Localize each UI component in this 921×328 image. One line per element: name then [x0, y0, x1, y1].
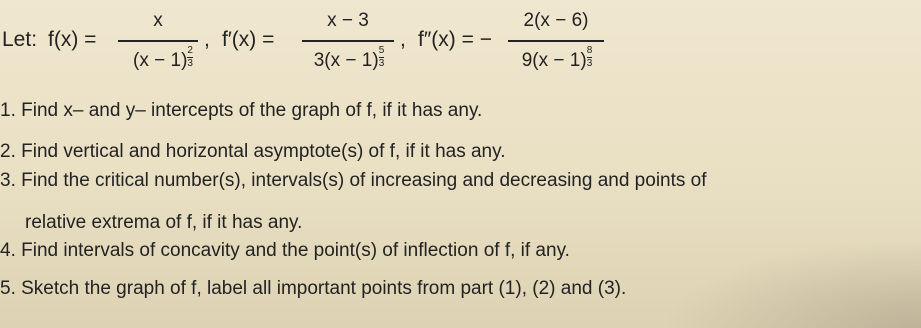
question-3-continued: relative extrema of f, if it has any. [25, 212, 303, 233]
fp-denominator-base: 3(x − 1) [313, 50, 379, 71]
question-2: 2. Find vertical and horizontal asymptote(s) of f, if it has any. [0, 141, 506, 162]
fp-exp-num: 5 [378, 45, 385, 56]
fpp-exp-num: 8 [586, 45, 593, 56]
f-exponent [187, 46, 193, 69]
f-denominator-base: (x − 1) [133, 50, 188, 71]
fpp-numerator: 2(x − 6) [523, 10, 589, 31]
f-exp-num: 2 [187, 45, 193, 56]
fp-numerator: x − 3 [327, 10, 369, 31]
fp-exponent [379, 46, 385, 69]
f-lhs: f(x) = [48, 28, 97, 51]
fpp-fraction-bar [508, 40, 604, 42]
fpp-exp-den: 3 [586, 58, 593, 69]
fpp-lhs: f″(x) = − [418, 28, 492, 51]
sep-2: , [400, 28, 406, 51]
function-definitions [0, 6, 921, 98]
f-denominator [118, 45, 208, 73]
fpp-exponent [587, 46, 593, 69]
fp-denominator [298, 45, 400, 73]
f-fraction-bar [118, 40, 198, 42]
question-4: 4. Find intervals of concavity and the point(s) of inflection of f, if any. [0, 240, 570, 261]
question-1: 1. Find x– and y– intercepts of the graph of f, if it has any. [0, 100, 483, 121]
fp-fraction-bar [302, 40, 394, 42]
let-label: Let: [2, 28, 38, 51]
question-3: 3. Find the critical number(s), intervals(s) of increasing and decreasing and points of [0, 170, 707, 191]
fpp-denominator [504, 45, 610, 73]
question-5: 5. Sketch the graph of f, label all important points from part (1), (2) and (3). [0, 278, 627, 299]
fpp-denominator-base: 9(x − 1) [521, 50, 587, 71]
fp-exp-den: 3 [378, 58, 385, 69]
fp-lhs: f′(x) = [222, 28, 275, 51]
f-exp-den: 3 [187, 58, 193, 69]
sep-1: , [204, 28, 210, 51]
f-numerator: x [153, 10, 163, 31]
lighting-shade [661, 238, 921, 328]
